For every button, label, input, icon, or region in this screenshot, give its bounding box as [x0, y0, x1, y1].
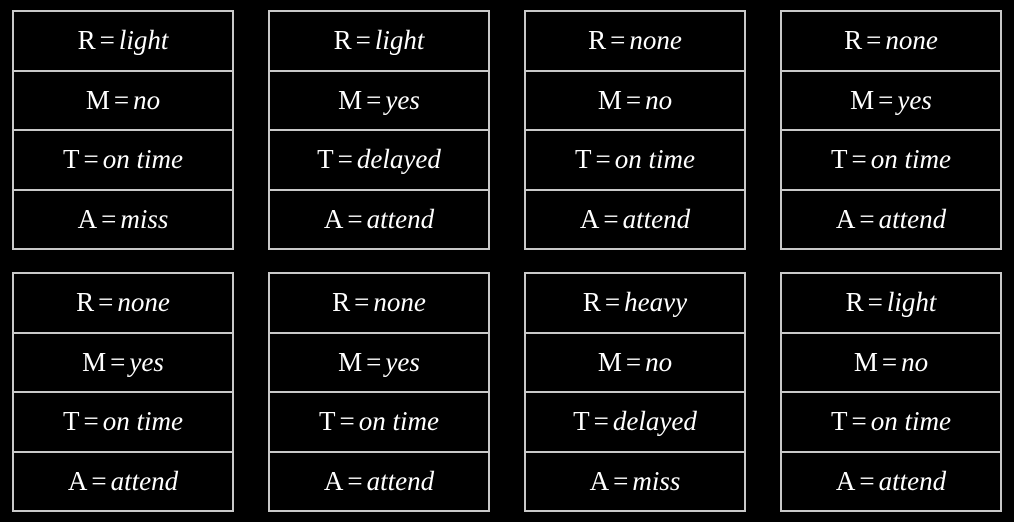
equals-sign: = [881, 346, 898, 377]
card-row-m [782, 334, 1000, 394]
equals-sign: = [99, 25, 115, 56]
card-row-m [270, 72, 488, 132]
card-row-r [782, 274, 1000, 334]
card-row-m [270, 334, 488, 394]
card-row-t [526, 131, 744, 191]
variable-label-a: A [67, 465, 88, 496]
variable-label-r: R [76, 287, 95, 318]
card-row-m [526, 72, 744, 132]
value-m: no [901, 346, 929, 377]
equals-sign: = [355, 25, 371, 56]
instance-card [12, 10, 234, 250]
variable-label-m: M [597, 346, 622, 377]
value-m: no [645, 346, 673, 377]
value-a: miss [120, 203, 169, 234]
variable-label-t: T [319, 406, 336, 437]
value-t: delayed [612, 406, 697, 437]
variable-label-m: M [82, 346, 107, 377]
card-row-t [14, 131, 232, 191]
equals-sign: = [610, 25, 626, 56]
equals-sign: = [337, 144, 353, 175]
value-t: delayed [356, 144, 441, 175]
variable-label-t: T [63, 406, 80, 437]
value-t: on time [102, 144, 183, 175]
value-r: none [373, 287, 426, 318]
variable-label-r: R [582, 287, 601, 318]
variable-label-m: M [338, 84, 363, 115]
equals-sign: = [859, 465, 875, 496]
card-row-r [270, 274, 488, 334]
value-t: on time [870, 406, 951, 437]
variable-label-m: M [85, 84, 110, 115]
variable-label-m: M [850, 84, 875, 115]
equals-sign: = [613, 465, 629, 496]
value-a: attend [878, 203, 947, 234]
card-row-a [782, 453, 1000, 511]
equals-sign: = [859, 203, 875, 234]
equals-sign: = [603, 203, 619, 234]
value-m: no [133, 84, 161, 115]
variable-label-a: A [323, 465, 344, 496]
card-row-r [526, 12, 744, 72]
value-r: none [117, 287, 170, 318]
equals-sign: = [851, 144, 867, 175]
card-row-m [782, 72, 1000, 132]
equals-sign: = [366, 346, 382, 377]
equals-sign: = [83, 406, 99, 437]
card-row-r [782, 12, 1000, 72]
instance-card-grid [12, 10, 1002, 512]
instance-card [268, 10, 490, 250]
equals-sign: = [851, 406, 867, 437]
equals-sign: = [878, 84, 894, 115]
card-row-m [14, 334, 232, 394]
variable-label-t: T [573, 406, 590, 437]
variable-label-m: M [597, 84, 622, 115]
variable-label-a: A [77, 203, 98, 234]
equals-sign: = [867, 287, 883, 318]
variable-label-t: T [831, 144, 848, 175]
card-row-a [270, 191, 488, 249]
variable-label-a: A [835, 465, 856, 496]
card-row-a [270, 453, 488, 511]
equals-sign: = [113, 84, 130, 115]
value-t: on time [870, 144, 951, 175]
variable-label-a: A [579, 203, 600, 234]
equals-sign: = [595, 144, 611, 175]
instance-card [12, 272, 234, 512]
card-row-t [270, 131, 488, 191]
variable-label-m: M [338, 346, 363, 377]
value-a: attend [366, 465, 435, 496]
variable-label-a: A [835, 203, 856, 234]
value-t: on time [614, 144, 695, 175]
card-row-r [14, 274, 232, 334]
equals-sign: = [625, 346, 642, 377]
variable-label-t: T [831, 406, 848, 437]
card-row-a [782, 191, 1000, 249]
card-row-t [270, 393, 488, 453]
variable-label-r: R [332, 287, 351, 318]
value-r: heavy [624, 287, 688, 318]
instance-card [780, 10, 1002, 250]
value-r: light [886, 287, 937, 318]
variable-label-t: T [575, 144, 592, 175]
variable-label-r: R [77, 25, 96, 56]
value-a: attend [878, 465, 947, 496]
card-row-a [14, 453, 232, 511]
value-m: yes [129, 346, 164, 377]
variable-label-r: R [845, 287, 864, 318]
card-row-m [14, 72, 232, 132]
card-row-t [782, 393, 1000, 453]
equals-sign: = [866, 25, 882, 56]
variable-label-a: A [589, 465, 610, 496]
equals-sign: = [366, 84, 382, 115]
variable-label-r: R [333, 25, 352, 56]
variable-label-t: T [317, 144, 334, 175]
equals-sign: = [625, 84, 642, 115]
value-r: light [118, 25, 169, 56]
value-r: none [629, 25, 682, 56]
equals-sign: = [98, 287, 114, 318]
variable-label-m: M [853, 346, 878, 377]
variable-label-r: R [844, 25, 863, 56]
value-r: none [885, 25, 938, 56]
equals-sign: = [593, 406, 609, 437]
equals-sign: = [101, 203, 117, 234]
equals-sign: = [604, 287, 621, 318]
value-a: miss [632, 465, 681, 496]
value-t: on time [358, 406, 439, 437]
variable-label-t: T [63, 144, 80, 175]
instance-card [780, 272, 1002, 512]
card-row-t [526, 393, 744, 453]
equals-sign: = [347, 465, 363, 496]
value-a: attend [622, 203, 691, 234]
variable-label-a: A [323, 203, 344, 234]
equals-sign: = [347, 203, 363, 234]
value-m: yes [897, 84, 932, 115]
card-row-t [14, 393, 232, 453]
value-m: yes [385, 346, 420, 377]
equals-sign: = [110, 346, 126, 377]
card-row-t [782, 131, 1000, 191]
card-row-r [270, 12, 488, 72]
value-t: on time [102, 406, 183, 437]
equals-sign: = [339, 406, 355, 437]
value-r: light [374, 25, 425, 56]
instance-card [524, 272, 746, 512]
card-row-a [526, 191, 744, 249]
instance-card [268, 272, 490, 512]
card-row-r [14, 12, 232, 72]
equals-sign: = [91, 465, 107, 496]
equals-sign: = [354, 287, 370, 318]
variable-label-r: R [588, 25, 607, 56]
instance-card [524, 10, 746, 250]
equals-sign: = [83, 144, 99, 175]
value-a: attend [366, 203, 435, 234]
value-m: yes [385, 84, 420, 115]
value-a: attend [110, 465, 179, 496]
card-row-a [526, 453, 744, 511]
card-row-m [526, 334, 744, 394]
card-row-a [14, 191, 232, 249]
value-m: no [645, 84, 673, 115]
card-row-r [526, 274, 744, 334]
